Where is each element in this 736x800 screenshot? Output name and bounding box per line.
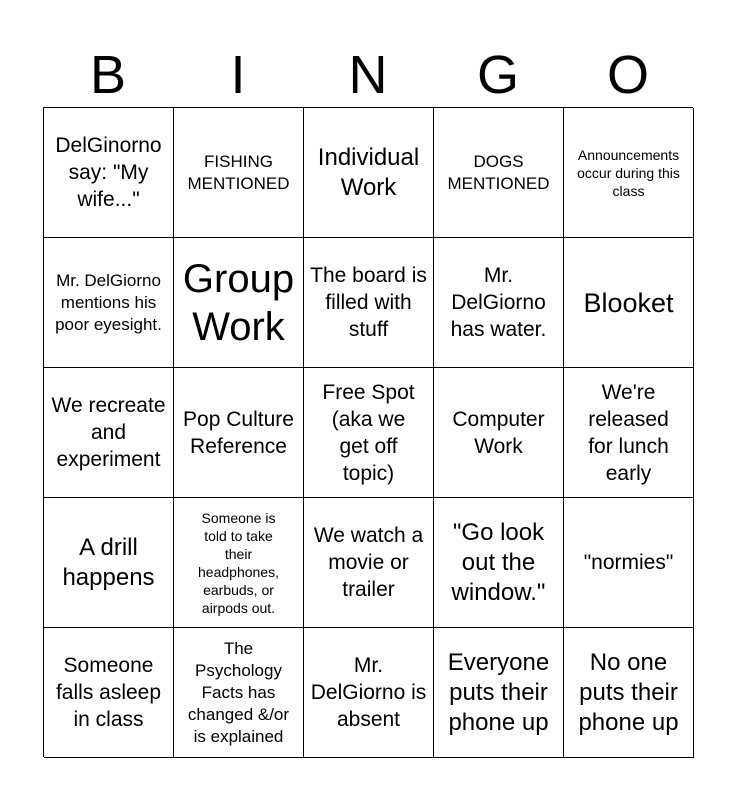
- cell-text: "normies": [583, 551, 674, 574]
- cell-text: Computer Work: [452, 407, 545, 458]
- bingo-cell-o4[interactable]: [564, 498, 694, 628]
- bingo-cell-b2[interactable]: [44, 238, 174, 368]
- cell-text: DelGinorno say: "My wife...": [55, 134, 162, 211]
- cell-text: A drill happens: [62, 533, 155, 591]
- header-letter-i: I: [230, 45, 246, 105]
- bingo-cell-i3[interactable]: [174, 368, 304, 498]
- bingo-cell-b1[interactable]: [44, 108, 174, 238]
- cell-text: Mr. DelGiorno is absent: [310, 654, 427, 731]
- bingo-cell-b4[interactable]: [44, 498, 174, 628]
- bingo-cell-i2[interactable]: [174, 238, 304, 368]
- cell-text: Free Spot (aka we get off topic): [322, 380, 415, 485]
- bingo-cell-free[interactable]: [304, 368, 434, 498]
- header-letter-b: B: [89, 45, 127, 105]
- cell-text: Group Work: [182, 256, 295, 349]
- cell-text: Blooket: [583, 287, 674, 318]
- bingo-cell-g4[interactable]: [434, 498, 564, 628]
- bingo-cell-g1[interactable]: [434, 108, 564, 238]
- cell-text: Everyone puts their phone up: [447, 648, 550, 736]
- cell-text: Mr. DelGiorno has water.: [450, 264, 547, 341]
- cell-text: Mr. DelGiorno mentions his poor eyesight.: [55, 270, 162, 334]
- bingo-cell-o2[interactable]: [564, 238, 694, 368]
- bingo-cell-o1[interactable]: [564, 108, 694, 238]
- bingo-cell-n2[interactable]: [304, 238, 434, 368]
- bingo-cell-i1[interactable]: [174, 108, 304, 238]
- cell-text: The Psychology Facts has changed &/or is explained: [187, 638, 290, 746]
- bingo-header: [43, 44, 693, 106]
- cell-text: Individual Work: [317, 143, 420, 201]
- cell-text: No one puts their phone up: [578, 648, 679, 736]
- bingo-cell-b5[interactable]: [44, 628, 174, 758]
- bingo-cell-b3[interactable]: [44, 368, 174, 498]
- bingo-cell-n4[interactable]: [304, 498, 434, 628]
- cell-text: We watch a movie or trailer: [313, 524, 424, 601]
- header-letter-g: G: [476, 45, 519, 105]
- bingo-cell-g3[interactable]: [434, 368, 564, 498]
- bingo-cell-n5[interactable]: [304, 628, 434, 758]
- cell-text: The board is filled with stuff: [310, 264, 427, 341]
- bingo-cell-o5[interactable]: [564, 628, 694, 758]
- bingo-cell-i5[interactable]: [174, 628, 304, 758]
- bingo-cell-i4[interactable]: [174, 498, 304, 628]
- cell-text: "Go look out the window.": [451, 518, 546, 606]
- header-letter-n: N: [348, 45, 388, 105]
- cell-text: Pop Culture Reference: [183, 407, 294, 458]
- cell-text: Announcements occur during this class: [577, 146, 680, 199]
- cell-text: We recreate and experiment: [51, 394, 166, 471]
- header-letter-o: O: [606, 45, 649, 105]
- cell-text: We're released for lunch early: [588, 380, 669, 485]
- cell-text: FISHING MENTIONED: [187, 151, 290, 193]
- cell-text: Someone falls asleep in class: [55, 654, 162, 731]
- bingo-board: [43, 107, 693, 757]
- cell-text: Someone is told to take their headphones, earbuds, or airpods out.: [198, 509, 279, 616]
- bingo-cell-o3[interactable]: [564, 368, 694, 498]
- cell-text: DOGS MENTIONED: [447, 151, 550, 193]
- bingo-cell-g5[interactable]: [434, 628, 564, 758]
- bingo-cell-g2[interactable]: [434, 238, 564, 368]
- bingo-cell-n1[interactable]: [304, 108, 434, 238]
